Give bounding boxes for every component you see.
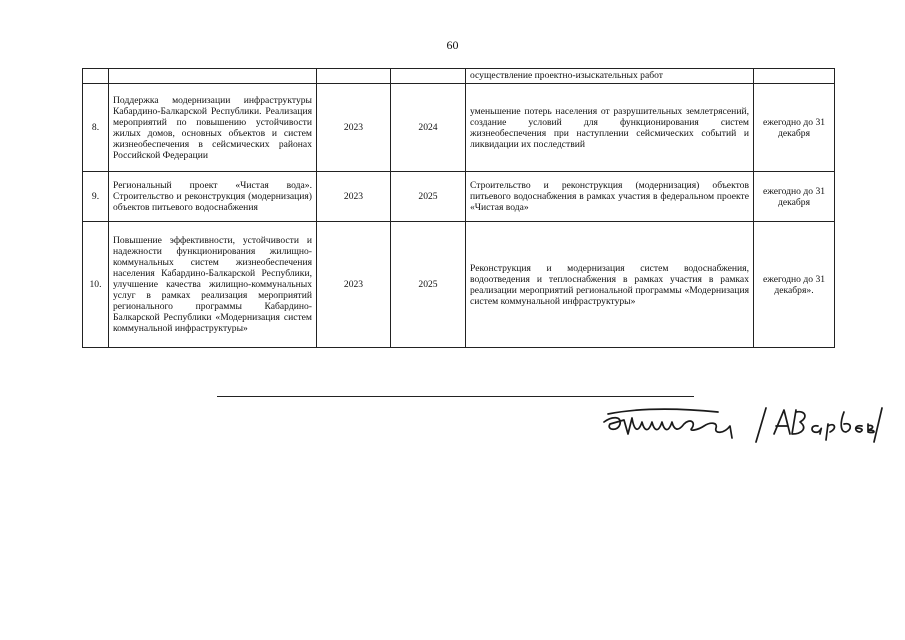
table-row <box>83 69 835 84</box>
row-number <box>83 69 109 84</box>
end-year: 2025 <box>391 222 466 348</box>
start-year: 2023 <box>317 222 391 348</box>
row-number: 9. <box>83 172 109 222</box>
row-number: 10. <box>83 222 109 348</box>
table-row <box>83 172 835 222</box>
reporting-term: ежегодно до 31 декабря <box>754 172 835 222</box>
expected-result: Реконструкция и модернизация систем водоснабжения, водоотведения и теплоснабжения в рамках участия в рамках реализации мероприятий региональной программы «Модернизация систем коммунальной инфраструктуры» <box>466 222 754 348</box>
reporting-term: ежегодно до 31 декабря <box>754 84 835 172</box>
expected-result: Строительство и реконструкция (модернизация) объектов питьевого водоснабжения в рамках участия в федеральном проекте «Чистая вода» <box>466 172 754 222</box>
table-row <box>83 222 835 348</box>
start-year <box>317 69 391 84</box>
reporting-term <box>754 69 835 84</box>
expected-result: осуществление проектно-изыскательных работ <box>466 69 754 84</box>
end-year: 2024 <box>391 84 466 172</box>
reporting-term: ежегодно до 31 декабря». <box>754 222 835 348</box>
end-year <box>391 69 466 84</box>
expected-result: уменьшение потерь населения от разрушительных землетрясений, создание условий для функционирования систем жизнеобеспечения при наступлении сейсмических событий и ликвидации их последствий <box>466 84 754 172</box>
measure-name: Региональный проект «Чистая вода». Строительство и реконструкция (модернизация) объектов питьевого водоснабжения <box>109 172 317 222</box>
measure-name: Повышение эффективности, устойчивости и надежности функционирования жилищно-коммунальных систем жизнеобеспечения населения Кабардино-Балкарской Республики, улучшение качества жилищно-коммунальных услуг в рамках реализация мероприятий регионального программы Кабардино-Балкарской Республики «Модернизация систем коммунальной инфраструктуры» <box>109 222 317 348</box>
measure-name: Поддержка модернизации инфраструктуры Кабардино-Балкарской Республики. Реализация мероприятий по повышению устойчивости жилых домов, основных объектов и систем жизнеобеспечения в сейсмических районах Российской Федерации <box>109 84 317 172</box>
start-year: 2023 <box>317 172 391 222</box>
measures-table <box>82 68 835 348</box>
end-year: 2025 <box>391 172 466 222</box>
start-year: 2023 <box>317 84 391 172</box>
table-row <box>83 84 835 172</box>
page-number: 60 <box>446 38 459 52</box>
row-number: 8. <box>83 84 109 172</box>
handwritten-signature <box>598 400 888 448</box>
measure-name <box>109 69 317 84</box>
signature-line <box>217 396 694 397</box>
